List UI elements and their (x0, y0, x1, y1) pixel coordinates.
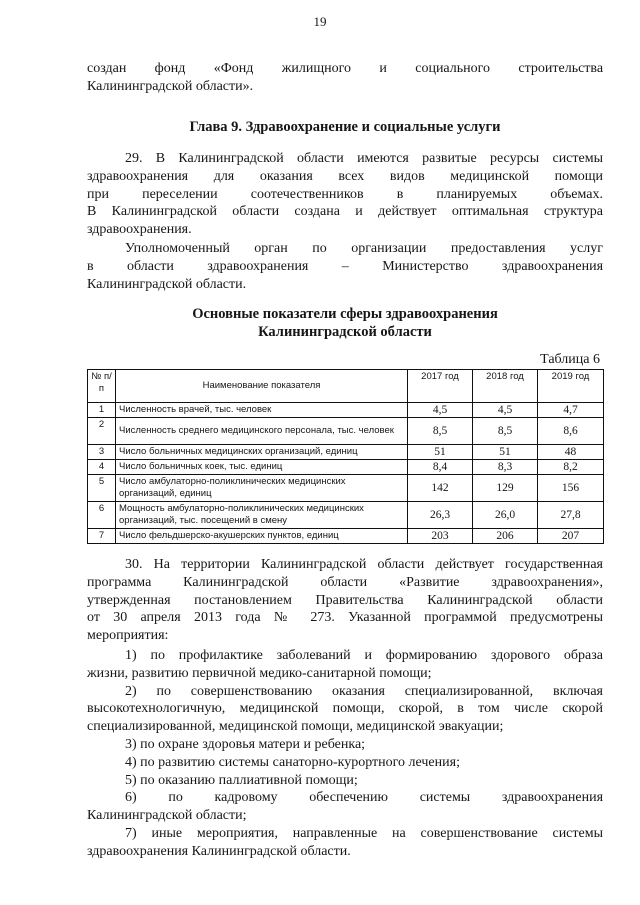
row-name: Численность врачей, тыс. человек (116, 403, 408, 418)
p30-line: утвержденная постановлением Правительства Калининградской области (87, 592, 603, 608)
table-label: Таблица 6 (540, 352, 600, 367)
authority-line-2 (87, 258, 603, 276)
p30-line: от 30 апреля 2013 года № 273. Указанной программой предусмотрены (87, 610, 603, 626)
measure-2-line: высокотехнологичную, медицинской помощи, скорой, в том числе скорой (87, 701, 603, 717)
intro-word: и (379, 61, 387, 76)
p30-word: области (320, 574, 368, 590)
header-2019: 2019 год (538, 370, 604, 403)
row-name: Число амбулаторно-поликлинических медицинских организаций, единиц (116, 475, 408, 502)
row-num: 4 (88, 460, 116, 475)
intro-line-1 (87, 60, 603, 78)
measure-5: 5) по оказанию паллиативной помощи; (125, 772, 358, 788)
authority-paragraph (87, 240, 603, 293)
value-2018: 206 (473, 529, 538, 544)
value-2019: 207 (538, 529, 604, 544)
row-num: 5 (88, 475, 116, 502)
measure-6-word: кадровому (214, 790, 278, 806)
p29-line: 29. В Калининградской области имеются развитые ресурсы системы (125, 151, 603, 166)
row-name: Число фельдшерско-акушерских пунктов, единиц (116, 529, 408, 544)
table-row (88, 418, 604, 445)
row-num: 3 (88, 445, 116, 460)
measure-7-line: 7) иные мероприятия, направленные на совершенствование системы (125, 825, 603, 841)
row-num: 6 (88, 502, 116, 529)
value-2017: 142 (408, 475, 473, 502)
value-2017: 26,3 (408, 502, 473, 529)
value-2017: 8,4 (408, 460, 473, 475)
measure-1-line: жизни, развитию первичной медико-санитарной помощи; (87, 665, 432, 681)
row-name: Мощность амбулаторно-поликлинических медицинских организаций, тыс. посещений в смену (116, 502, 408, 529)
authority-line: Уполномоченный орган по организации предоставления услуг (125, 241, 603, 256)
p29-line: при переселении соотечественников в планируемых объемах. (87, 186, 603, 202)
row-num: 7 (88, 529, 116, 544)
measure-6-line: Калининградской области; (87, 808, 247, 824)
intro-word: строительства (518, 61, 604, 76)
measure-6-word: здравоохранения (501, 790, 604, 806)
value-2018: 4,5 (473, 403, 538, 418)
table-row (88, 460, 604, 475)
value-2019: 48 (538, 445, 604, 460)
table-row (88, 529, 604, 544)
value-2018: 8,5 (473, 418, 538, 445)
header-2018: 2018 год (473, 370, 538, 403)
authority-word: Министерство (382, 258, 469, 274)
intro-line-2: Калининградской области». (87, 78, 254, 94)
authority-word: области (127, 258, 174, 274)
authority-word: здравоохранения (207, 258, 309, 274)
measure-2-line: специализированной, медицинской помощи, медицинской эвакуации; (87, 719, 504, 735)
value-2018: 8,3 (473, 460, 538, 475)
p30-line: 30. На территории Калининградской области действует государственная (125, 557, 603, 572)
value-2019: 156 (538, 475, 604, 502)
measure-6-word: обеспечению (309, 790, 389, 806)
measure-2-line: 2) по совершенствованию оказания специализированной, включая (125, 683, 603, 699)
measure-6-word: 6) (125, 790, 137, 806)
table-row (88, 403, 604, 418)
measure-1-line: 1) по профилактике заболеваний и формированию здорового образа (125, 648, 603, 663)
value-2018: 51 (473, 445, 538, 460)
authority-word: здравоохранения (501, 258, 604, 274)
intro-word: «Фонд (213, 61, 254, 76)
measure-6-word: системы (419, 790, 471, 806)
authority-word: – (341, 258, 349, 274)
measure-3: 3) по охране здоровья матери и ребенка; (125, 736, 366, 752)
table-title-line: Калининградской области (258, 324, 432, 340)
paragraph-30 (87, 556, 603, 645)
row-name: Численность среднего медицинского персонала, тыс. человек (116, 418, 408, 445)
measures-list (87, 647, 603, 861)
value-2019: 8,6 (538, 418, 604, 445)
header-num: № п/п (88, 370, 116, 403)
value-2017: 203 (408, 529, 473, 544)
value-2017: 51 (408, 445, 473, 460)
page-number: 19 (313, 14, 327, 29)
header-name: Наименование показателя (116, 370, 408, 403)
intro-paragraph (87, 60, 603, 96)
value-2018: 26,0 (473, 502, 538, 529)
p29-line: здравоохранения для оказания всех видов медицинской помощи (87, 168, 603, 184)
value-2017: 4,5 (408, 403, 473, 418)
measure-6-line (87, 789, 603, 807)
value-2017: 8,5 (408, 418, 473, 445)
p30-line: мероприятия: (87, 628, 169, 644)
p30-word: здравоохранения», (491, 574, 604, 590)
row-num: 2 (88, 418, 116, 445)
table-header-row (88, 370, 604, 403)
p30-word: Калининградской (183, 574, 289, 590)
indicators-table (87, 369, 604, 544)
intro-word: жилищного (281, 61, 352, 76)
intro-word: фонд (154, 61, 186, 76)
measure-7-line: здравоохранения Калининградской области. (87, 843, 351, 859)
value-2019: 4,7 (538, 403, 604, 418)
intro-word: социального (415, 61, 491, 76)
table-row (88, 502, 604, 529)
row-num: 1 (88, 403, 116, 418)
value-2018: 129 (473, 475, 538, 502)
table-title (87, 305, 603, 341)
p29-line: В Калининградской области создана и действует оптимальная структура (87, 204, 603, 220)
paragraph-29 (87, 150, 603, 239)
intro-word: создан (87, 61, 127, 76)
table-title-line: Основные показатели сферы здравоохранения (192, 306, 498, 322)
measure-4: 4) по развитию системы санаторно-курортного лечения; (125, 754, 460, 770)
table-row (88, 445, 604, 460)
authority-word: в (87, 258, 94, 274)
header-2017: 2017 год (408, 370, 473, 403)
value-2019: 8,2 (538, 460, 604, 475)
authority-line: Калининградской области. (87, 276, 247, 292)
chapter-title: Глава 9. Здравоохранение и социальные услуги (189, 119, 501, 135)
measure-6-word: по (168, 790, 183, 806)
p30-line-2 (87, 574, 603, 592)
row-name: Число больничных медицинских организаций, единиц (116, 445, 408, 460)
value-2019: 27,8 (538, 502, 604, 529)
p30-word: программа (87, 574, 152, 590)
table-row (88, 475, 604, 502)
p29-line: здравоохранения. (87, 222, 192, 238)
row-name: Число больничных коек, тыс. единиц (116, 460, 408, 475)
p30-word: «Развитие (399, 574, 460, 590)
